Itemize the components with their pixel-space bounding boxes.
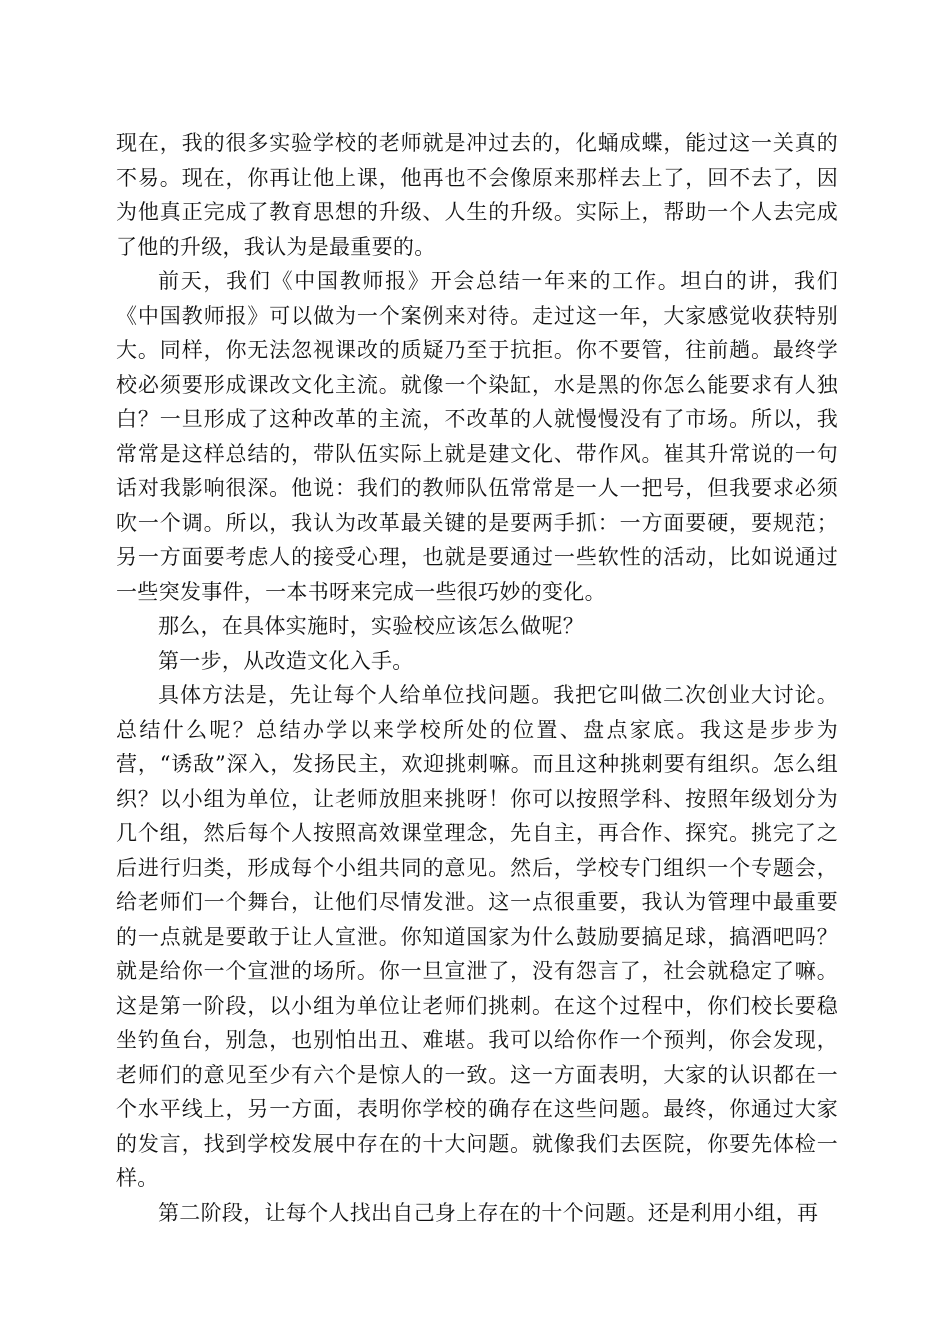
paragraph-5: 具体方法是，先让每个人给单位找问题。我把它叫做二次创业大讨论。总结什么呢？总结办学以来学校所处的位置、盘点家底。我这是步步为营，“诱敌”深入，发扬民主，欢迎挑刺嘛。而且这种挑刺要有组织。怎么组织？以小组为单位，让老师放胆来挑呀！你可以按照学科、按照年级划分为几个组，然后每个人按照高效课堂理念，先自主，再合作、探究。挑完了之后进行归类，形成每个小组共同的意见。然后，学校专门组织一个专题会，给老师们一个舞台，让他们尽情发泄。这一点很重要，我认为管理中最重要的一点就是要敢于让人宣泄。你知道国家为什么鼓励要搞足球，搞酒吧吗？就是给你一个宣泄的场所。你一旦宣泄了，没有怨言了，社会就稳定了嘛。这是第一阶段，以小组为单位让老师们挑刺。在这个过程中，你们校长要稳坐钓鱼台，别急，也别怕出丑、难堪。我可以给你作一个预判，你会发现，老师们的意见至少有六个是惊人的一致。这一方面表明，大家的认识都在一个水平线上，另一方面，表明你学校的确存在这些问题。最终，你通过大家的发言，找到学校发展中存在的十大问题。就像我们去医院，你要先体检一样。: [116, 683, 838, 1190]
paragraph-2: 前天，我们《中国教师报》开会总结一年来的工作。坦白的讲，我们《中国教师报》可以做为一个案例来对待。走过这一年，大家感觉收获特别大。同样，你无法忽视课改的质疑乃至于抗拒。你不要管，往前趟。最终学校必须要形成课改文化主流。就像一个染缸，水是黑的你怎么能要求有人独白？一旦形成了这种改革的主流，不改革的人就慢慢没有了市场。所以，我常常是这样总结的，带队伍实际上就是建文化、带作风。崔其升常说的一句话对我影响很深。他说：我们的教师队伍常常是一人一把号，但我要求必须吹一个调。所以，我认为改革最关键的是要两手抓：一方面要硬，要规范；另一方面要考虑人的接受心理，也就是要通过一些软性的活动，比如说通过一些突发事件，一本书呀来完成一些很巧妙的变化。: [116, 269, 838, 604]
paragraph-1: 现在，我的很多实验学校的老师就是冲过去的，化蛹成蝶，能过这一关真的不易。现在，你再让他上课，他再也不会像原来那样去上了，回不去了，因为他真正完成了教育思想的升级、人生的升级。实际上，帮助一个人去完成了他的升级，我认为是最重要的。: [116, 131, 838, 259]
paragraph-6: 第二阶段，让每个人找出自己身上存在的十个问题。还是利用小组，再: [158, 1200, 819, 1225]
document-body: [116, 126, 838, 1230]
paragraph-4: 第一步，从改造文化入手。: [158, 648, 414, 673]
paragraph-3: 那么，在具体实施时，实验校应该怎么做呢？: [158, 614, 584, 638]
